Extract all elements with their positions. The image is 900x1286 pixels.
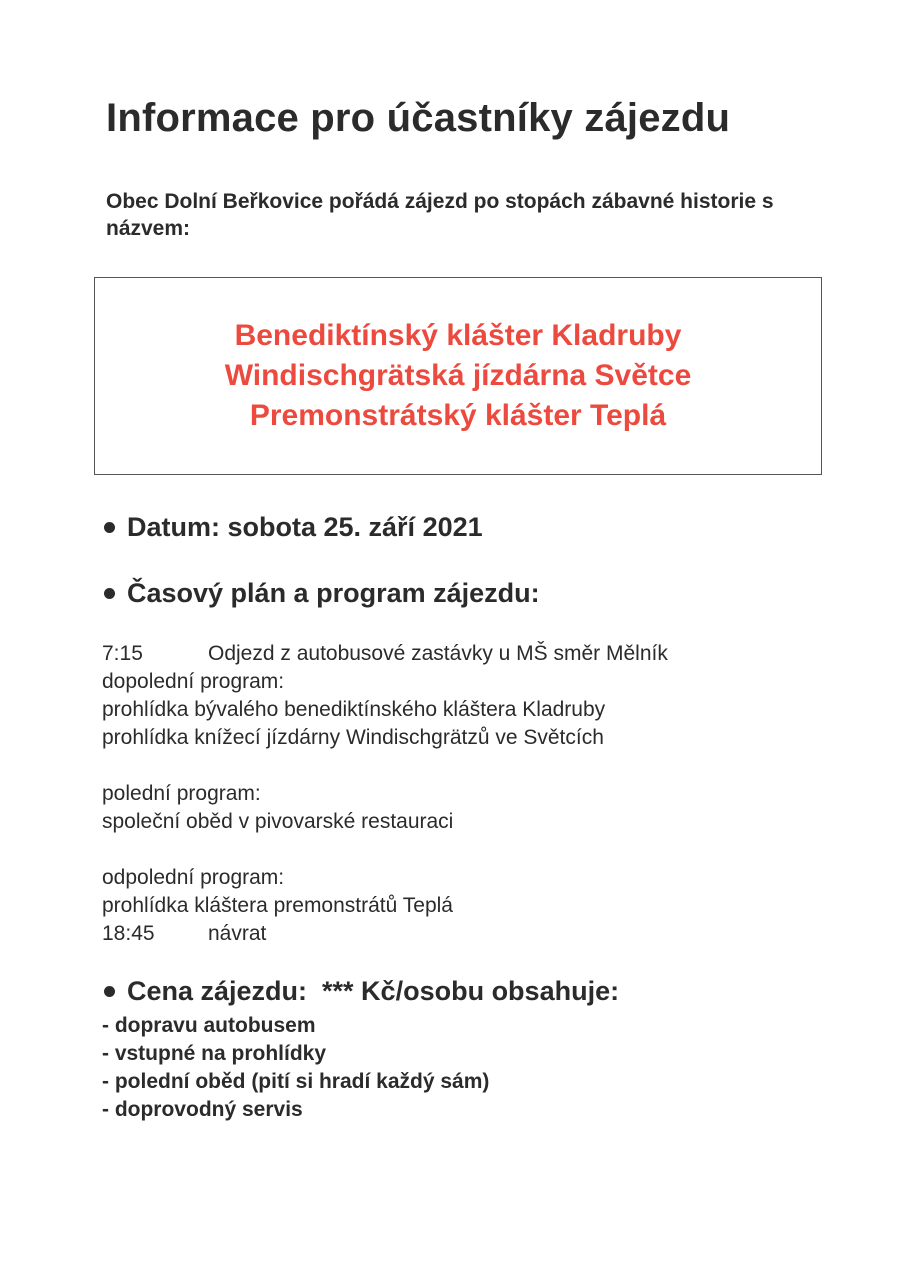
afternoon-label: odpolední program: <box>102 866 285 889</box>
destinations-box <box>94 277 822 475</box>
schedule-heading-text: Časový plán a program zájezdu: <box>127 578 540 608</box>
departure-text: Odjezd z autobusové zastávky u MŠ směr Mělník <box>208 642 668 665</box>
noon-item: společní oběd v pivovarské restauraci <box>102 810 454 833</box>
schedule-morning <box>102 640 668 752</box>
destination-2: Windischgrätská jízdárna Světce <box>224 359 692 392</box>
morning-item: prohlídka bývalého benediktínského kláštera Kladruby <box>102 698 606 721</box>
bullet-icon <box>104 588 115 599</box>
return-text: návrat <box>208 922 267 945</box>
page-title: Informace pro účastníky zájezdu <box>106 96 731 140</box>
destination-1: Benediktínský klášter Kladruby <box>234 319 682 352</box>
price-include-item: - polední oběd (pití si hradí každý sám) <box>102 1070 490 1093</box>
return-line <box>102 920 453 948</box>
bullet-icon <box>104 522 115 533</box>
schedule-heading <box>104 578 540 609</box>
morning-item: prohlídka knížecí jízdárny Windischgrätzů ve Světcích <box>102 726 604 749</box>
afternoon-item: prohlídka kláštera premonstrátů Teplá <box>102 894 453 917</box>
price-heading <box>104 976 619 1007</box>
date-heading <box>104 512 483 543</box>
schedule-noon <box>102 780 453 836</box>
price-heading-text: Cena zájezdu: *** Kč/osobu obsahuje: <box>127 976 620 1006</box>
intro-text: Obec Dolní Beřkovice pořádá zájezd po stopách zábavné historie s názvem: <box>106 190 774 240</box>
morning-label: dopolední program: <box>102 670 285 693</box>
price-include-item: - doprovodný servis <box>102 1098 303 1121</box>
bullet-icon <box>104 986 115 997</box>
return-time: 18:45 <box>102 922 155 945</box>
price-include-item: - dopravu autobusem <box>102 1014 316 1037</box>
departure-time: 7:15 <box>102 642 143 665</box>
departure-line <box>102 640 668 668</box>
schedule-afternoon <box>102 864 453 948</box>
noon-label: polední program: <box>102 782 261 805</box>
price-includes-list <box>102 1012 489 1124</box>
destination-3: Premonstrátský klášter Teplá <box>249 399 667 432</box>
date-text: Datum: sobota 25. září 2021 <box>127 512 483 542</box>
price-include-item: - vstupné na prohlídky <box>102 1042 327 1065</box>
